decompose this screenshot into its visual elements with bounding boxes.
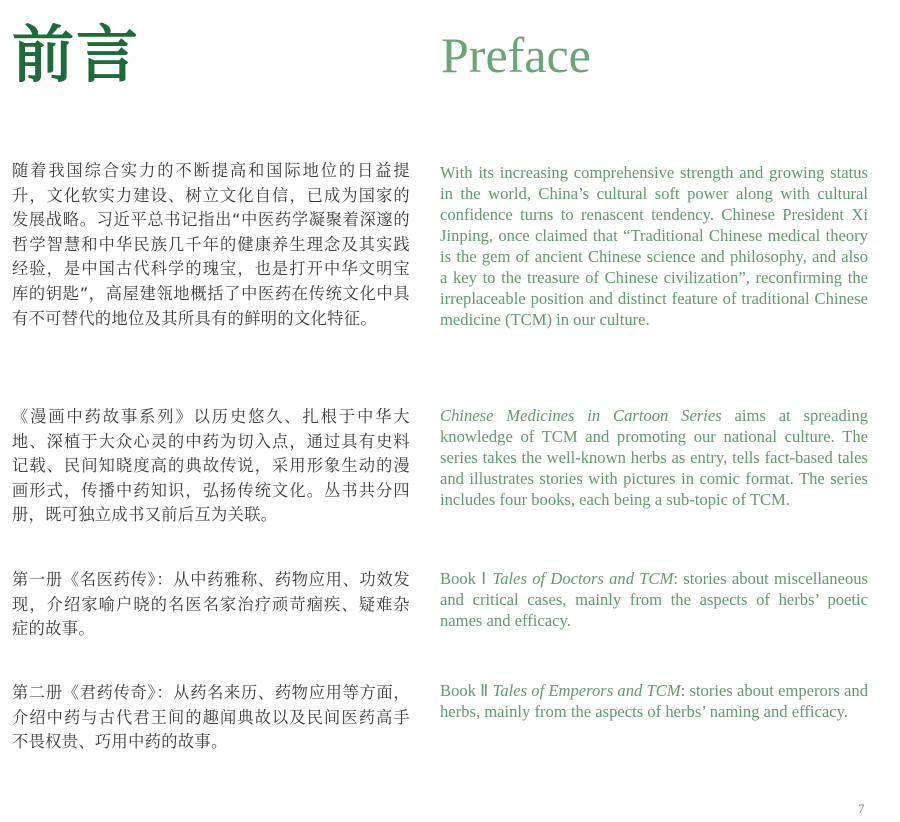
paragraph-en-4 (440, 680, 868, 722)
paragraph-en-3-text: : stories about miscellaneous and critical cases, mainly from the aspects of herbs’ poetic names and efficacy. (440, 569, 869, 630)
book-2-title: Tales of Emperors and TCM (492, 681, 681, 700)
paragraph-zh-4: 第二册《君药传奇》：从药名来历、药物应用等方面，介绍中药与古代君王间的趣闻典故以及民间医药高手不畏权贵、巧用中药的故事。 (12, 683, 410, 752)
page-title-english: Preface (441, 27, 591, 83)
paragraph-en-4-text: : stories about emperors and herbs, mainly from the aspects of herbs’ naming and efficacy. (440, 681, 868, 721)
paragraph-en-3 (440, 568, 868, 631)
paragraph-en-2 (440, 405, 868, 510)
paragraph-zh-3: 第一册《名医药传》：从中药雅称、药物应用、功效发现，介绍家喻户晓的名医名家治疗顽苛痼疾、疑难杂症的故事。 (12, 570, 410, 639)
paragraph-en-1-text: With its increasing comprehensive strength and growing status in the world, China’s cultural soft power along with cultural confidence turns to renascent tendency. Chinese President Xi Jinping, once claimed that “Traditional Chinese medical theory is the gem of ancient Chinese science and philosophy, and also a key to the treasure of Chinese civilization”, reconfirming the irreplaceable position and distinct feature of traditional Chinese medicine (TCM) in our culture. (440, 163, 868, 329)
series-title: Chinese Medicines in Cartoon Series (440, 406, 722, 425)
book-1-label: Book Ⅰ (440, 569, 493, 588)
book-1-title: Tales of Doctors and TCM (492, 569, 674, 588)
book-2-label: Book Ⅱ (440, 681, 493, 700)
page-title-chinese: 前言 (12, 18, 141, 91)
paragraph-zh-1: 随着我国综合实力的不断提高和国际地位的日益提升，文化软实力建设、树立文化自信，已成为国家的发展战略。习近平总书记指出“中医药学凝聚着深邃的哲学智慧和中华民族几千年的健康养生理念及其实践经验，是中国古代科学的瑰宝，也是打开中华文明宝库的钥匙”，高屋建瓴地概括了中医药在传统文化中具有不可替代的地位及其所具有的鲜明的文化特征。 (12, 161, 410, 328)
paragraph-en-1 (440, 162, 868, 330)
paragraph-zh-2: 《漫画中药故事系列》以历史悠久、扎根于中华大地、深植于大众心灵的中药为切入点，通过具有史料记载、民间知晓度高的典故传说，采用形象生动的漫画形式，传播中药知识，弘扬传统文化。丛书共分四册，既可独立成书又前后互为关联。 (12, 407, 410, 525)
page-number: 7 (858, 801, 865, 816)
paragraph-en-2-text: aims at spreading knowledge of TCM and promoting our national culture. The series takes the well-known herbs as entry, tells fact-based tales and illustrates stories with pictures in comic format. The series includes four books, each being a sub-topic of TCM. (440, 406, 868, 509)
